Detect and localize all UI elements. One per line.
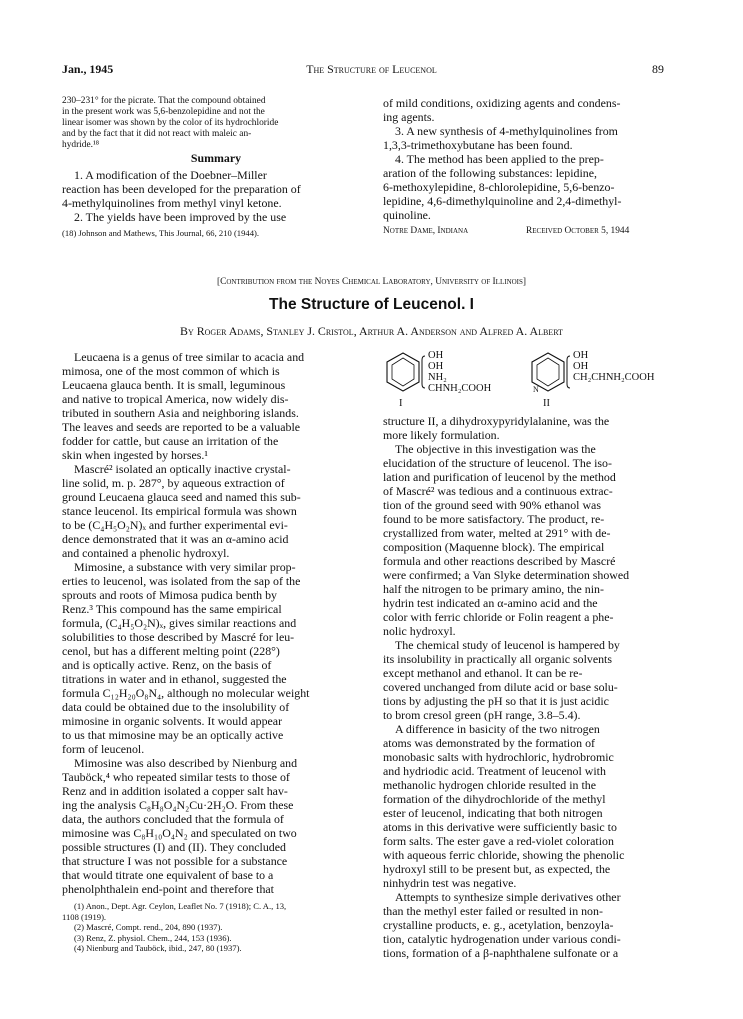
text-line: sprouts and roots of Mimosa pudica benth by [62, 588, 277, 602]
substituent: CH₂CHNH₂COOH [573, 372, 655, 383]
text-line: and is optically active. Renz, on the basis of [62, 658, 272, 672]
text-line: 6-methoxylepidine, 8-chlorolepidine, 5,6-benzo- [383, 180, 615, 194]
text-line: 2. The yields have been improved by the use [74, 210, 287, 224]
pyridine-inner-ring [537, 358, 559, 386]
text-line: tions, formation of a β-naphthalene sulfonate or a [383, 946, 619, 960]
text-line: methanolic hydrogen chloride resulted in the [383, 778, 596, 792]
text-line: tion, catalytic hydrogenation under various condi- [383, 932, 621, 946]
text-line: hydroxyl still to be present but, as expected, the [383, 862, 611, 876]
text-line: tions by adjusting the pH so that it is just acidic [383, 694, 609, 708]
text-line: 4-methylquinolines from methyl vinyl ketone. [62, 196, 282, 210]
text-line: of mild conditions, oxidizing agents and condens- [383, 96, 621, 110]
text-line: data, the authors concluded that the formula of [62, 812, 284, 826]
summary-heading: Summary [190, 151, 242, 165]
text-line: composition (Maquenne block). The empirical [383, 540, 605, 554]
text-line: The chemical study of leucenol is hampered by [395, 638, 620, 652]
text-line: mimosa, one of the most common of which is [62, 364, 280, 378]
text-line: titrations in water and in ethanol, suggested the [62, 672, 287, 686]
text-line: Mimosine, a substance with very similar prop- [74, 560, 296, 574]
text-line: formula C₁₂H₂₀O₈N₄, although no molecular weight [62, 686, 310, 700]
footnote: 1108 (1919). [62, 911, 107, 922]
text-line: color with ferric chloride or Folin reagent a phe- [383, 610, 614, 624]
substituent: NH₂ [428, 372, 447, 383]
text-line: than the methyl ester failed or resulted in non- [383, 904, 603, 918]
structure-1-label: I [399, 398, 403, 409]
text-line: linear isomer was shown by the color of its hydrochloride [62, 118, 279, 128]
text-line: more likely formulation. [383, 428, 500, 442]
text-line: lepidine, 4,6-dimethylquinoline and 2,4-dimethyl- [383, 194, 622, 208]
text-line: in the present work was 5,6-benzolepidine and not the [62, 107, 265, 117]
text-line: 230–231° for the picrate. That the compound obtained [62, 96, 266, 106]
text-line: that structure I was not possible for a substance [62, 854, 288, 868]
text-line: possible structures (I) and (II). They concluded [62, 840, 286, 854]
text-line: and by the fact that it did not react with maleic an- [62, 129, 252, 139]
text-line: formation of the dihydrochloride of the methyl [383, 792, 606, 806]
substituent-bracket-1 [422, 356, 425, 388]
text-line: The leaves and seeds are reported to be a valuable [62, 420, 301, 434]
text-line: phenolphthalein end-point and therefore that [62, 882, 274, 896]
address: Notre Dame, Indiana [383, 226, 469, 236]
structure-2-substituents [573, 350, 654, 383]
left-column-text [62, 350, 370, 896]
text-line: aration of the following substances: lepidine, [383, 166, 597, 180]
text-line: Tauböck,⁴ who repeated similar tests to those of [62, 770, 290, 784]
substituent: OH [573, 350, 589, 361]
footnote: (4) Nienburg and Tauböck, ibid., 247, 80 (1937). [74, 943, 242, 953]
text-line: erties to leucenol, was isolated from the sap of the [62, 574, 301, 588]
text-line: and hydriodic acid. Treatment of leucenol with [383, 764, 606, 778]
prev-right-text [383, 96, 683, 222]
article-title: The Structure of Leucenol. I [269, 296, 474, 313]
structure-1-substituents [428, 350, 491, 394]
text-line: ester of leucenol, indicating that both nitrogen [383, 806, 603, 820]
text-line: Renz.³ This compound has the same empirical [62, 602, 282, 616]
text-line: ing agents. [383, 110, 435, 124]
text-line: that would titrate one equivalent of base to a [62, 868, 274, 882]
text-line: form of leucenol. [62, 742, 145, 756]
contribution-line: [Contribution from the Noyes Chemical Laboratory, University of Illinois] [216, 277, 527, 287]
header-date: Jan., 1945 [62, 62, 114, 76]
text-line: of Mascré² was tedious and a continuous extrac- [383, 484, 613, 498]
structure-2-label: II [543, 398, 550, 409]
text-line: tributed in southern Asia and neighboring islands. [62, 406, 299, 420]
header-page-number: 89 [652, 62, 664, 76]
ring-nitrogen: N [533, 385, 539, 394]
text-line: and native to tropical America, now widely dis- [62, 392, 289, 406]
text-line: ground Leucaena glauca seed and named this sub- [62, 490, 301, 504]
text-line: A difference in basicity of the two nitrogen [395, 722, 600, 736]
substituent: OH [428, 361, 444, 372]
text-line: cenol, but has a different melting point (228°) [62, 644, 280, 658]
text-line: solubilities to those described by Mascré for leu- [62, 630, 295, 644]
footnotes [62, 901, 370, 954]
text-line: ing the analysis C₈H₈O₄N₂Cu·2H₂O. From these [62, 798, 294, 812]
text-line: elucidation of the structure of leucenol. The iso- [383, 456, 612, 470]
text-line: crystallized from water, melted at 291° with de- [383, 526, 611, 540]
right-column-text [383, 414, 683, 960]
substituent: CHNH₂COOH [428, 383, 492, 394]
text-line: Renz and in addition isolated a copper salt hav- [62, 784, 288, 798]
text-line: The objective in this investigation was the [395, 442, 596, 456]
text-line: reaction has been developed for the preparation of [62, 182, 301, 196]
text-line: crystalline products, e. g., acetylation, benzoyla- [383, 918, 614, 932]
substituent: OH [428, 350, 444, 361]
text-line: to brom cresol green (pH range, 3.8–5.4). [383, 708, 581, 722]
text-line: nolic hydroxyl. [383, 624, 456, 638]
footnote: (1) Anon., Dept. Agr. Ceylon, Leaflet No. 7 (1918); C. A., 13, [74, 901, 287, 911]
text-line: form salts. The ester gave a red-violet coloration [383, 834, 614, 848]
text-line: except methanol and ethanol. It can be re- [383, 666, 583, 680]
text-line: Leucaena glauca benth. It is small, leguminous [62, 378, 286, 392]
text-line: to be (C₄H₅O₂N)ₓ and further experimental evi- [62, 518, 288, 532]
footnote-18: (18) Johnson and Mathews, This Journal, 66, 210 (1944). [62, 228, 260, 238]
text-line: mimosine was C₈H₁₀O₄N₂ and speculated on two [62, 826, 297, 840]
text-line: 1,3,3-trimethoxybutane has been found. [383, 138, 573, 152]
text-line: dence demonstrated that it was an α-amino acid [62, 532, 289, 546]
text-line: stance leucenol. Its empirical formula was shown [62, 504, 297, 518]
text-line: Mascré² isolated an optically inactive crystal- [74, 462, 291, 476]
text-line: with aqueous ferric chloride, showing the phenolic [383, 848, 625, 862]
footnote: (2) Mascré, Compt. rend., 204, 890 (1937). [74, 922, 223, 932]
summary-text [62, 168, 370, 224]
prev-left-text [62, 96, 370, 151]
text-line: and contained a phenolic hydroxyl. [62, 546, 230, 560]
text-line: atoms was demonstrated by the formation of [383, 736, 595, 750]
text-line: data could be obtained due to the insolubility of [62, 700, 290, 714]
text-line: fodder for cattle, but cause an irritation of the [62, 434, 279, 448]
header-running-title: The Structure of Leucenol [306, 62, 437, 76]
text-line: hydride.¹⁸ [62, 140, 100, 150]
text-line: mimosine in organic solvents. It would appear [62, 714, 283, 728]
text-line: its insolubility in practically all organic solvents [383, 652, 612, 666]
received-date: Received October 5, 1944 [526, 226, 630, 236]
text-line: 4. The method has been applied to the prep- [395, 152, 604, 166]
substituent: OH [573, 361, 589, 372]
text-line: hydrin test indicated an α-amino acid and the [383, 596, 598, 610]
text-line: found to be more satisfactory. The product, re- [383, 512, 605, 526]
text-line: half the nitrogen to be primary amino, the nin- [383, 582, 604, 596]
text-line: were confirmed; a Van Slyke determination showed [383, 568, 630, 582]
text-line: lation and purification of leucenol by the method [383, 470, 616, 484]
text-line: 3. A new synthesis of 4-methylquinolines from [395, 124, 618, 138]
text-line: atoms in this derivative were sufficiently basic to [383, 820, 617, 834]
text-line: Mimosine was also described by Nienburg and [74, 756, 298, 770]
text-line: ninhydrin test was negative. [383, 876, 517, 890]
text-line: Attempts to synthesize simple derivatives other [395, 890, 621, 904]
text-line: covered unchanged from dilute acid or base solu- [383, 680, 618, 694]
text-line: formula, (C₄H₅O₂N)ₓ, gives similar reactions and [62, 616, 297, 630]
text-line: skin when ingested by horses.¹ [62, 448, 208, 462]
footnote: (3) Renz, Z. physiol. Chem., 244, 153 (1936). [74, 932, 232, 943]
text-line: to us that mimosine may be an optically active [62, 728, 284, 742]
text-line: formula and other reactions described by Mascré [383, 554, 616, 568]
text-line: 1. A modification of the Doebner–Miller [74, 168, 267, 182]
substituent-bracket-2 [567, 356, 570, 388]
benzene-inner-ring [392, 358, 414, 386]
text-line: quinoline. [383, 208, 431, 222]
text-line: monobasic salts with hydrochloric, hydrobromic [383, 750, 614, 764]
text-line: line solid, m. p. 287°, by aqueous extraction of [62, 476, 285, 490]
text-line: structure II, a dihydroxypyridylalanine, was the [383, 414, 610, 428]
text-line: Leucaena is a genus of tree similar to acacia and [74, 350, 305, 364]
text-line: tion of the ground seed with 90% ethanol was [383, 498, 601, 512]
authors: By Roger Adams, Stanley J. Cristol, Arthur A. Anderson and Alfred A. Albert [180, 324, 563, 338]
